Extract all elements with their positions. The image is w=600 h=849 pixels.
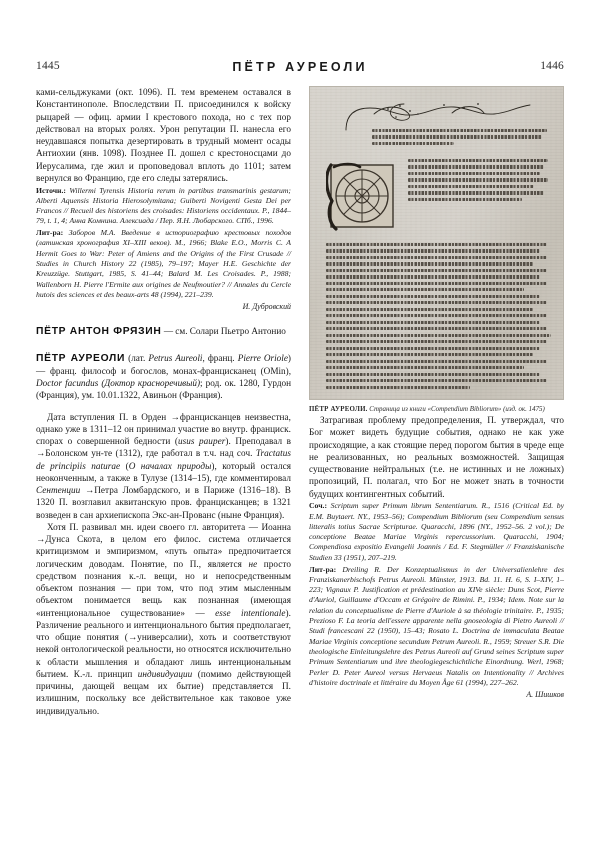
p2-d: ун-те (1312), где работал в т.ч. над соч. bbox=[87, 448, 256, 459]
illuminated-initial-icon bbox=[326, 161, 400, 235]
sources-label: Источн.: bbox=[36, 185, 66, 195]
p3-c: просто средством познания к.-л. вещи, но и непосредственным объектом познания — при том, что под этим мысленным объектом понимается вещь как познанная (имеющая «интенциональное существование» — bbox=[36, 558, 292, 618]
manuscript-text-line bbox=[326, 249, 540, 252]
manuscript-text-line bbox=[326, 275, 540, 278]
p2-a: Дата вступления П. в Орден bbox=[47, 411, 171, 422]
entry-crossref-text: — см. Солари Пьетро Антонио bbox=[161, 326, 286, 337]
link-duns-scotus[interactable]: →Дунса Скота bbox=[36, 534, 101, 545]
literature-label: Лит-ра: bbox=[309, 564, 337, 574]
manuscript-text-line bbox=[326, 327, 547, 330]
folio-number-right: 1446 bbox=[540, 60, 564, 72]
manuscript-text-line bbox=[326, 321, 540, 324]
author-signature-left: И. Дубровский bbox=[242, 302, 291, 312]
paragraph-predestination: Затрагивая проблему предопределения, П. утверждал, что Бог может видеть будущие события, однако не как уже происходящие, а как стоящие перед порогом бытия в чреде еще не реализованных, но реальных возможностей. Защищая существование нейтральных (т.е. не истинных и не ложных) пропозиций, П. полагал, что Бог не может знать в точности будущих контингентных событий. bbox=[309, 415, 564, 499]
term-individuation: индивидуации bbox=[137, 668, 193, 679]
manuscript-text-block-lower bbox=[326, 243, 551, 392]
manuscript-text-line bbox=[326, 243, 547, 246]
entry-body bbox=[36, 325, 291, 338]
column-left bbox=[36, 86, 291, 717]
manuscript-text-line bbox=[326, 269, 547, 272]
pen-flourish-icon bbox=[344, 101, 534, 131]
p3-f: (помимо действующей причины, дающей вещам их бытие) представляется П. излишним, поскольку все действительное как таковое уже индивидуально. bbox=[36, 668, 291, 716]
manuscript-image bbox=[309, 86, 564, 400]
entry-paragraph-philosophy bbox=[36, 521, 291, 717]
term-esse-intentionale: esse intentionale bbox=[215, 607, 286, 618]
manuscript-text-line bbox=[326, 334, 551, 337]
p2-e: ( bbox=[120, 460, 129, 471]
literature-block bbox=[36, 228, 291, 300]
caption-text: Страница из книги «Compendium Bibliorum» (изд. ок. 1475) bbox=[367, 406, 545, 413]
literature-text: Dreiling R. Der Konzeptualismus in der Universalienlehre des Franziskanerbischofs Petrus Aureoli. Münster, 1913. Bd. 11. H. 6, S. I–XIV, 1–223; Vignaux P. Justification et prédestination au XIVe siècle: Duns Scot, Pierre d'Auriol, Guillaume d'Occam et Grégoire de Rimini. P., 1934; Idem. Note sur la relation du conceptualisme de Pierre d'Auriole à sa théologie trinitaire. P., 1935; Prezioso F. La teoria dell'essere apparente nella gnoseologia di Pietro Aureoli // Studi francescani 22 (1950), 15–43; Rosato L. Doctrina de immaculata Beatae Mariae Virginis conceptione secundum Petrum Aureoli. R., 1959; Streuer S.R. Die theologische Einleitungslehre des Petrus Aureoli auf Grund seines Scriptum super Primum Sententiarum und ihre theologiegeschichtliche Einordnung. Werl, 1968; Perler D. Peter Aureol versus Hervaeus Natalis on Intentionality // Archives d'histoire doctrinale et littéraire du Moyen Âge 61 (1994), 227–262. bbox=[309, 564, 564, 687]
manuscript-text-line bbox=[326, 288, 524, 291]
works-block bbox=[309, 501, 564, 563]
literature-label: Лит-ра: bbox=[36, 228, 64, 238]
manuscript-text-line bbox=[326, 301, 547, 304]
column-right bbox=[309, 86, 564, 700]
link-franciscans[interactable]: →францисканцев bbox=[170, 411, 241, 422]
entry-paragraph-biography bbox=[36, 411, 291, 521]
link-peter-lombard[interactable]: →Петра Ломбардского bbox=[84, 485, 179, 496]
literature-block bbox=[309, 565, 564, 689]
def-part-3: ) — франц. философ и богослов, монах-францисканец (OMin), bbox=[36, 352, 291, 376]
def-part-2: , франц. bbox=[202, 352, 238, 363]
entry-headword: ПЁТР АНТОН ФРЯЗИН bbox=[36, 326, 162, 338]
work-sentences: Сентенции bbox=[36, 485, 81, 496]
manuscript-text-line bbox=[326, 282, 547, 285]
emphasis-ne: не bbox=[248, 558, 258, 569]
manuscript-text-line bbox=[408, 185, 534, 188]
manuscript-text-block-upper bbox=[408, 159, 551, 204]
manuscript-text-line bbox=[408, 178, 548, 181]
caption-subject: ПЁТР АУРЕОЛИ. bbox=[309, 406, 368, 413]
manuscript-text-line bbox=[326, 347, 540, 350]
sources-text: Willermi Tyrensis Historia rerum in partibus transmarinis gestarum; Alberti Aquensis Historia Hierosolymitana; Guiberti Novigenti Gesta Dei per Francos // Recueil des historiens des croisades: Historiens occidentaux. P., 1844–79, t. 1, 4; Анна Комнина. Алексиада / Пер. Я.Н. Любарского. СПб., 1996. bbox=[36, 185, 291, 226]
entry-headword: ПЁТР АУРЕОЛИ bbox=[36, 352, 126, 364]
page-title: ПЁТР АУРЕОЛИ bbox=[232, 60, 368, 74]
term-usus-pauper: usus pauper bbox=[177, 436, 226, 447]
incipit-rubric bbox=[372, 129, 551, 148]
manuscript-text-line bbox=[326, 353, 533, 356]
p3-d: ). Различение реального и интенционального бытия предполагает, что общие понятия ( bbox=[36, 607, 291, 643]
epithet-russian: (Доктор красноречивый) bbox=[98, 378, 201, 389]
continued-paragraph: ками-сельджуками (окт. 1096). П. тем временем оставался в Константинополе. Впоследствии П. присоединился к войску рыцарей — офиц. армии I крестового похода, но с тех пор действовал на вторых ролях. Урон репутации П. нанесла его неудавшаяся попытка дезертировать в трудный момент осады Антиохии (янв. 1098). Позднее П. дошел с крестоносцами до Иерусалима, где жил и проповедовал вплоть до 1101; затем вернулся во Францию, где его следы затерялись. bbox=[36, 87, 291, 183]
folio-number-left: 1445 bbox=[36, 60, 60, 72]
manuscript-text-line bbox=[326, 340, 547, 343]
p2-b: неизвестна, однако уже в 1311–12 он принимал участие во внутр. франциск. спорах о совершенной бедности ( bbox=[36, 411, 291, 447]
sources-block bbox=[36, 186, 291, 227]
manuscript-text-line bbox=[326, 295, 540, 298]
def-part-1: (лат. bbox=[125, 352, 149, 363]
def-part-4: ; род. ок. 1280, Гурдон (Франция), ум. 10.01.1322, Авиньон (Франция). bbox=[36, 378, 292, 401]
literature-text: Заборов М.А. Введение в историографию крестовых походов (латинская хронография XI–XIII веков). М., 1966; Blake E.O., Morris C. A Hermit Goes to War: Peter of Amiens and the Origins of the First Crusade // Studies in Church History 22 (1985), 79–197; Mayer H.E. Geschichte der Kreuzzüge. Stuttgart, 1985, S. 41–44; Balard M. Les Croisades. P., 1988; Wallenborn H. Pierre l'Ermite aux origines de Neufmoutier? // Annales du Cercle hutois des sciences et des beaux-arts 48 (1994), 221–239. bbox=[36, 228, 292, 299]
running-head bbox=[36, 60, 564, 80]
works-label: Соч.: bbox=[309, 501, 328, 511]
manuscript-text-line bbox=[326, 256, 547, 259]
manuscript-figure bbox=[309, 86, 564, 414]
p3-a: Хотя П. развивал мн. идеи своего гл. авторитета — Иоанна bbox=[47, 521, 291, 532]
manuscript-text-line bbox=[408, 159, 548, 162]
p3-e: ), хоть и соответствуют некой онтологической реальности, но относятся исключительно к области мышления и обладают лишь интенциональным бытием. К.-л. принцип bbox=[36, 632, 291, 679]
p2-f: ), который остался неоконченным, а также в Тулузе (1314–15), где комментировал bbox=[36, 460, 291, 483]
p3-b: , в целом его филос. система отличается критицизмом и эмпиризмом, «путь опыта» предпочитается логическим доводам. Понятие, по П., является bbox=[36, 534, 291, 569]
link-universals[interactable]: →универсалии bbox=[127, 632, 188, 643]
manuscript-text-line bbox=[408, 165, 544, 168]
work-tractatus: Tractatus de principiis naturae bbox=[36, 448, 291, 471]
link-bologna[interactable]: →Болонском bbox=[36, 448, 88, 459]
author-signature-right: А. Шишков bbox=[526, 690, 564, 700]
manuscript-text-line bbox=[326, 308, 533, 311]
latin-name: Petrus Aureoli bbox=[148, 352, 203, 363]
manuscript-text-line bbox=[372, 135, 542, 138]
manuscript-text-line bbox=[372, 129, 547, 132]
manuscript-text-line bbox=[326, 314, 547, 317]
works-text: Scriptum super Primum librum Sententiarum. R., 1516 (Critical Ed. by E.M. Buytaert. NY., 1953–56); Compendium Bibliorum (seu Compendium sensus litteralis totius Sacrae Scripturae. Quaracchi, 1896 (NY., 1952–56. 2 vol.); De conceptione Beatae Mariae Virginis repercussorium. Quaracchi, 1904; Compendiosa expositio Evangelii Joannis / Ed. F. Stegmüller // Franziskanische Studien 33 (1951), 207–219. bbox=[309, 501, 565, 562]
manuscript-text-line bbox=[326, 262, 533, 265]
manuscript-content bbox=[324, 103, 551, 391]
entry-definition bbox=[36, 352, 291, 402]
manuscript-text-line bbox=[326, 366, 524, 369]
manuscript-text-line bbox=[326, 386, 470, 389]
figure-caption bbox=[309, 405, 564, 414]
manuscript-text-line bbox=[408, 191, 544, 194]
epithet-latin: Doctor facundus bbox=[36, 378, 99, 389]
french-name: Pierre Oriole bbox=[237, 352, 288, 363]
p2-c: ). Преподавал в bbox=[225, 436, 291, 447]
entry-petr-anton-fryazin bbox=[36, 325, 291, 338]
work-tractatus-ru: О началах природы bbox=[128, 460, 212, 471]
manuscript-text-line bbox=[408, 198, 522, 201]
manuscript-text-line bbox=[326, 360, 547, 363]
entry-petr-aureoli bbox=[36, 352, 291, 717]
manuscript-text-line bbox=[372, 142, 454, 145]
manuscript-text-line bbox=[408, 172, 540, 175]
manuscript-text-line bbox=[326, 373, 540, 376]
manuscript-text-line bbox=[326, 379, 547, 382]
p2-h: , и в Париже (1316–18). В 1320 П. возглавил аквитанскую пров. францисканцев; в 1321 возведен в сан архиепископа Экс-ан-Прованс (ныне Франция). bbox=[36, 485, 291, 520]
